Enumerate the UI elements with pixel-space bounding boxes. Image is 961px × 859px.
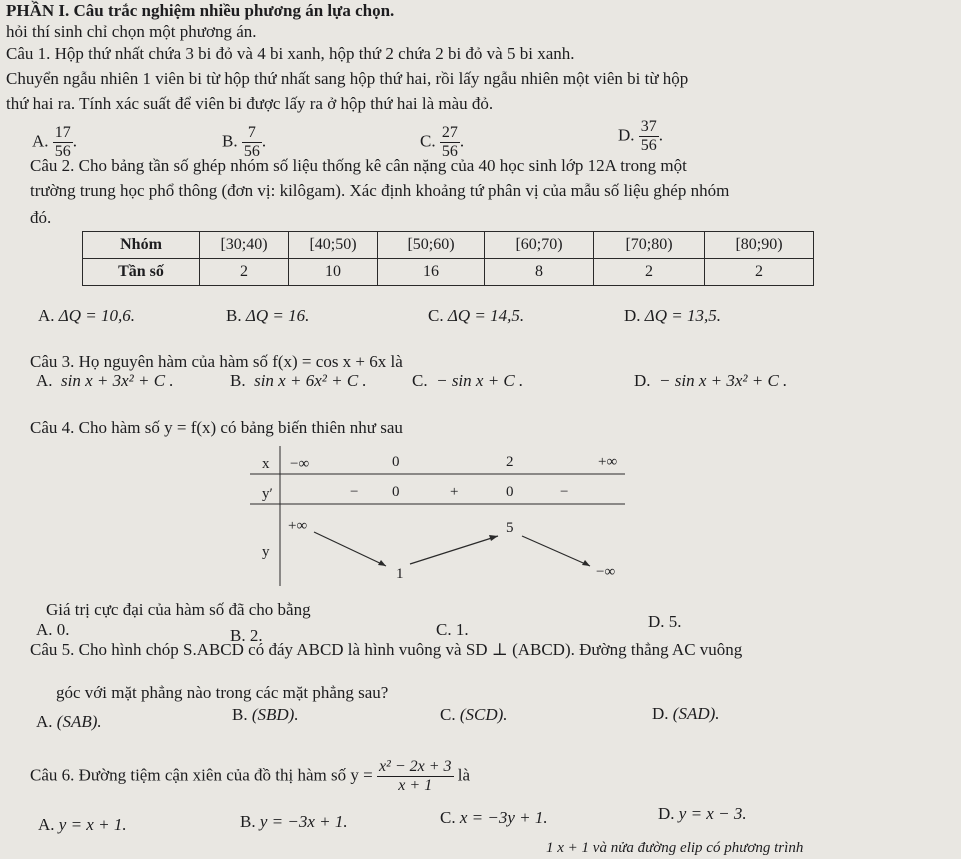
- option-label: C.: [412, 371, 428, 390]
- option-label: B.: [222, 131, 238, 151]
- q6-line1: [30, 758, 470, 795]
- q4-option-c[interactable]: [436, 620, 469, 640]
- q2-option-c[interactable]: [428, 306, 524, 326]
- option-text: sin x + 3x² + C .: [61, 371, 174, 390]
- option-text: y = x + 1.: [58, 815, 127, 834]
- q3-option-c[interactable]: [412, 371, 523, 391]
- option-text: ΔQ = 10,6.: [58, 306, 136, 325]
- row-header-group: Nhóm: [83, 232, 200, 259]
- footer-fragment: 1 x + 1 và nửa đường elip có phương trình: [546, 840, 804, 856]
- q6-option-d[interactable]: [658, 804, 747, 824]
- numerator: 7: [242, 124, 262, 143]
- option-text: 0.: [56, 620, 70, 639]
- q5-line1: Câu 5. Cho hình chóp S.ABCD có đáy ABCD là hình vuông và SD ⊥ (ABCD). Đường thẳng AC vuông: [30, 640, 743, 659]
- q3-line1: Câu 3. Họ nguyên hàm của hàm số f(x) = cos x + 6x là: [30, 352, 403, 371]
- q2-option-b[interactable]: [226, 306, 309, 326]
- option-text: ΔQ = 14,5.: [447, 306, 525, 325]
- option-text: 2.: [249, 626, 263, 645]
- option-text: 1.: [455, 620, 469, 639]
- x-value: −∞: [290, 456, 310, 472]
- table-cell: 2: [200, 259, 289, 286]
- option-label: B.: [230, 626, 246, 645]
- y-value: +∞: [288, 518, 308, 534]
- yp-sign: −: [560, 484, 569, 500]
- option-label: C.: [428, 306, 444, 325]
- numerator: x² − 2x + 3: [378, 758, 452, 775]
- q6-option-b[interactable]: [240, 812, 348, 832]
- variation-table: [250, 446, 630, 586]
- option-label: C.: [420, 131, 436, 151]
- decrease-arrow: [522, 536, 590, 566]
- y-value: −∞: [596, 564, 616, 580]
- row-header-freq: Tần số: [83, 259, 200, 286]
- option-text: y = −3x + 1.: [259, 812, 348, 831]
- denominator: 56: [441, 143, 458, 160]
- yp-label: y′: [262, 486, 273, 502]
- option-label: B.: [232, 705, 248, 724]
- arrow-head: [489, 535, 498, 541]
- yp-sign: −: [350, 484, 359, 500]
- fraction: [639, 118, 659, 155]
- q4-question: Giá trị cực đại của hàm số đã cho bằng: [46, 600, 311, 619]
- table-cell: [40;50): [289, 232, 378, 259]
- yp-sign: 0: [392, 484, 400, 500]
- option-text: (SCD).: [459, 705, 508, 724]
- option-label: C.: [440, 705, 456, 724]
- option-text: ΔQ = 13,5.: [644, 306, 722, 325]
- frequency-table: [82, 231, 814, 286]
- denominator: x + 1: [398, 777, 433, 794]
- denominator: 56: [243, 143, 260, 160]
- option-label: D.: [624, 306, 641, 325]
- option-label: A.: [36, 620, 53, 639]
- option-label: B.: [230, 371, 246, 390]
- table-cell: [50;60): [378, 232, 485, 259]
- option-label: A.: [36, 371, 53, 390]
- q1-option-c[interactable]: C. $\frac{27}{56}$ .: [420, 124, 465, 160]
- q2-option-a[interactable]: [38, 306, 135, 326]
- option-label: A.: [32, 131, 49, 151]
- option-text: − sin x + 3x² + C .: [659, 371, 788, 390]
- option-label: B.: [240, 812, 256, 831]
- option-text: x = −3y + 1.: [459, 808, 548, 827]
- q4-line1: Câu 4. Cho hàm số y = f(x) có bảng biến thiên như sau: [30, 418, 403, 437]
- q2-line1: Câu 2. Cho bảng tần số ghép nhóm số liệu thống kê cân nặng của 40 học sinh lớp 12A trong một: [30, 156, 687, 175]
- q6-suffix: là: [457, 765, 471, 785]
- increase-arrow: [410, 536, 498, 564]
- q5-option-a[interactable]: [36, 712, 102, 732]
- option-label: D.: [618, 125, 635, 145]
- option-label: A.: [38, 815, 55, 834]
- numerator: 17: [54, 124, 71, 141]
- q1-option-b[interactable]: B. $\frac{7}{56}$ .: [222, 124, 267, 160]
- yp-sign: +: [450, 484, 459, 500]
- part-heading: PHẦN I. Câu trắc nghiệm nhiều phương án lựa chọn.: [6, 1, 395, 20]
- table-row: [83, 232, 814, 259]
- arrow-head: [582, 560, 590, 566]
- option-label: B.: [226, 306, 242, 325]
- q1-option-d[interactable]: D. $\frac{37}{56}$ .: [618, 118, 664, 154]
- y-value: 5: [506, 520, 514, 536]
- option-label: A.: [38, 306, 55, 325]
- denominator: 56: [54, 143, 71, 160]
- q5-option-d[interactable]: [652, 704, 720, 724]
- option-label: C.: [436, 620, 452, 639]
- q4-option-a[interactable]: [36, 620, 70, 640]
- x-value: 2: [506, 454, 514, 470]
- q3-option-a[interactable]: [36, 371, 174, 391]
- x-value: 0: [392, 454, 400, 470]
- option-text: 5.: [668, 612, 682, 631]
- y-value: 1: [396, 566, 404, 582]
- x-label: x: [262, 456, 270, 472]
- q1-line2: Chuyển ngẫu nhiên 1 viên bi từ hộp thứ nhất sang hộp thứ hai, rồi lấy ngẫu nhiên một viên bi từ hộp: [6, 69, 689, 88]
- numerator: 27: [441, 124, 458, 141]
- q6-option-a[interactable]: [38, 815, 127, 835]
- option-text: (SAD).: [672, 704, 720, 723]
- table-cell: 2: [705, 259, 814, 286]
- x-value: +∞: [598, 454, 618, 470]
- q5-option-c[interactable]: [440, 705, 508, 725]
- denominator: 56: [640, 137, 657, 154]
- option-label: D.: [634, 371, 651, 390]
- table-cell: 10: [289, 259, 378, 286]
- q1-line1: Câu 1. Hộp thứ nhất chứa 3 bi đỏ và 4 bi xanh, hộp thứ 2 chứa 2 bi đỏ và 5 bi xanh.: [6, 44, 575, 63]
- option-text: − sin x + C .: [436, 371, 524, 390]
- q6-prefix: Câu 6. Đường tiệm cận xiên của đồ thị hàm số y =: [30, 765, 373, 785]
- q3-option-d[interactable]: [634, 371, 787, 391]
- table-row: [83, 259, 814, 286]
- option-text: (SBD).: [251, 705, 299, 724]
- q5-option-b[interactable]: [232, 705, 299, 725]
- q2-line2: trường trung học phổ thông (đơn vị: kilôgam). Xác định khoảng tứ phân vị của mẫu số liệu ghép nhóm: [30, 181, 730, 200]
- arrow-head: [378, 560, 386, 566]
- y-label: y: [262, 544, 270, 560]
- fraction: [377, 758, 454, 795]
- decrease-arrow: [314, 532, 386, 566]
- table-cell: 8: [485, 259, 594, 286]
- option-label: C.: [440, 808, 456, 827]
- table-cell: [80;90): [705, 232, 814, 259]
- table-cell: [60;70): [485, 232, 594, 259]
- q1-option-a[interactable]: A. $\frac{17}{56}$ .: [32, 124, 78, 160]
- q5-line2: góc với mặt phẳng nào trong các mặt phẳng sau?: [56, 683, 389, 702]
- q2-option-d[interactable]: [624, 306, 721, 326]
- q6-option-c[interactable]: [440, 808, 548, 828]
- option-label: A.: [36, 712, 53, 731]
- option-label: D.: [652, 704, 669, 723]
- table-cell: 16: [378, 259, 485, 286]
- numerator: 37: [640, 118, 657, 135]
- option-text: sin x + 6x² + C .: [254, 371, 367, 390]
- option-label: D.: [648, 612, 665, 631]
- intro-text: hỏi thí sinh chỉ chọn một phương án.: [6, 22, 257, 41]
- option-text: ΔQ = 16.: [245, 306, 310, 325]
- option-label: D.: [658, 804, 675, 823]
- q2-line3: đó.: [30, 208, 52, 227]
- table-cell: [30;40): [200, 232, 289, 259]
- option-text: (SAB).: [56, 712, 102, 731]
- q4-option-d[interactable]: [648, 612, 682, 632]
- q3-option-b[interactable]: [230, 371, 367, 391]
- table-cell: [70;80): [594, 232, 705, 259]
- q1-line3: thứ hai ra. Tính xác suất để viên bi được lấy ra ở hộp thứ hai là màu đỏ.: [6, 94, 494, 113]
- option-text: y = x − 3.: [678, 804, 747, 823]
- yp-sign: 0: [506, 484, 514, 500]
- table-cell: 2: [594, 259, 705, 286]
